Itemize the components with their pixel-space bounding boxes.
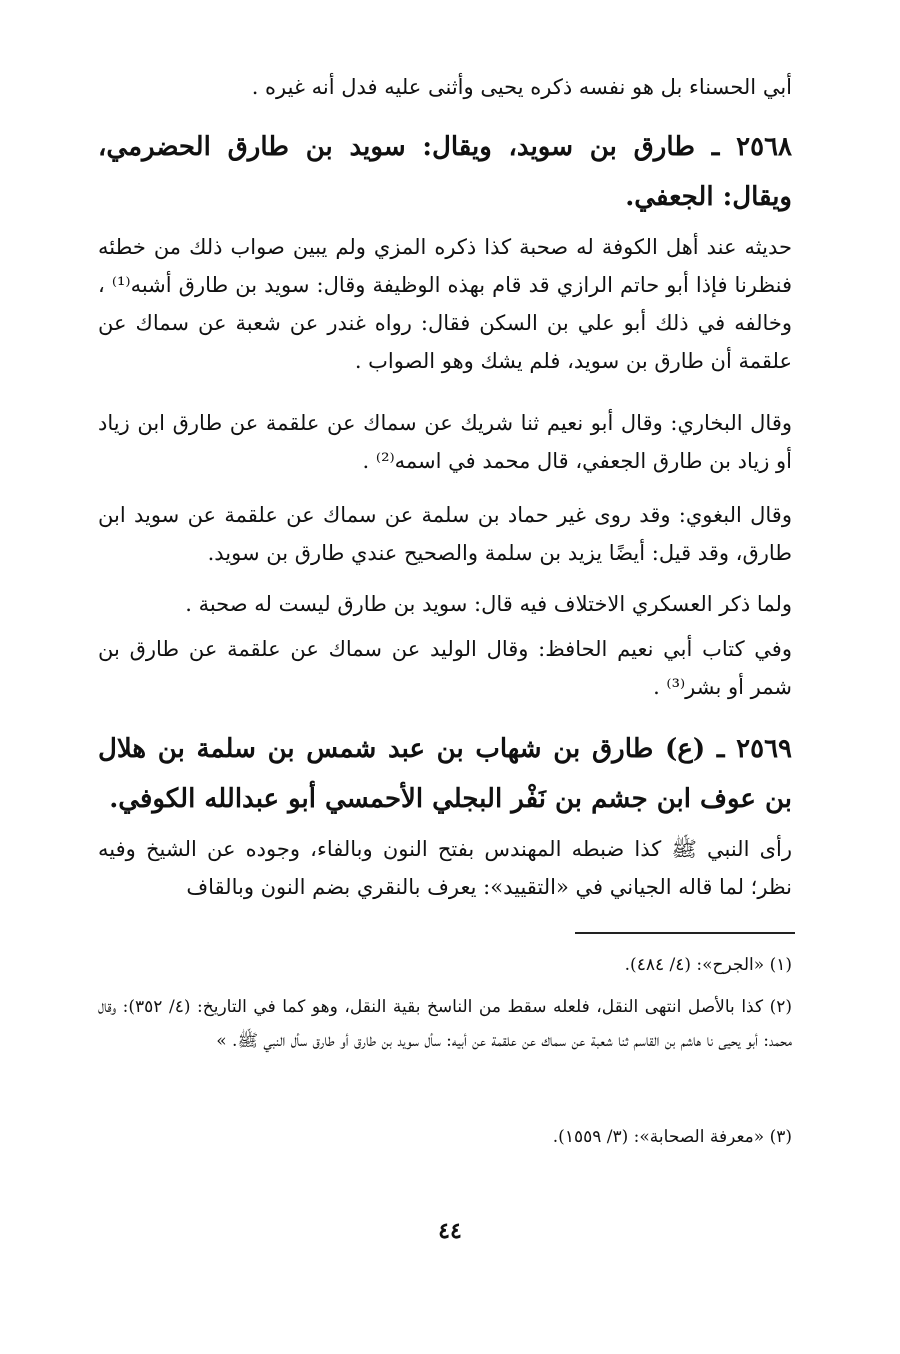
footnote-3: (٣) «معرفة الصحابة»: (٣/ ١٥٥٩). (552, 1127, 792, 1147)
entry-heading-2568: ٢٥٦٨ ـ طارق بن سويد، ويقال: سويد بن طارق الحضرمي، ويقال: الجعفي. (98, 132, 792, 212)
entry-heading-2569: ٢٥٦٩ ـ (ع) طارق بن شهاب بن عبد شمس بن سلمة بن هلال بن عوف ابن جشم بن نَفْر البجلي الأحمسي أبو عبدالله الكوفي. (98, 734, 792, 814)
page-number: ٤٤ (438, 1218, 462, 1244)
footnote-1: (١) «الجرح»: (٤/ ٤٨٤). (624, 955, 792, 975)
paragraph-bukhari: وقال البخاري: وقال أبو نعيم ثنا شريك عن سماك عن علقمة عن طارق ابن زياد أو زياد بن طارق الجعفي، قال محمد في اسمه⁽²⁾ . (98, 411, 792, 473)
paragraph-baghawi: وقال البغوي: وقد روى غير حماد بن سلمة عن سماك عن علقمة عن سويد ابن طارق، وقد قيل: أيضًا يزيد بن سلمة والصحيح عندي طارق بن سويد. (98, 503, 792, 565)
paragraph-askari: ولما ذكر العسكري الاختلاف فيه قال: سويد بن طارق ليست له صحبة . (185, 592, 792, 616)
paragraph-abu-nuaim: وفي كتاب أبي نعيم الحافظ: وقال الوليد عن سماك عن علقمة عن طارق بن شمر أو بشر⁽³⁾ . (98, 637, 792, 699)
paragraph-2568-body: حديثه عند أهل الكوفة له صحبة كذا ذكره المزي ولم يبين صواب ذلك من خطئه فنظرنا فإذا أبو حاتم الرازي قد قام بهذه الوظيفة وقال: سويد بن طارق أشبه⁽¹⁾ ، وخالفه في ذلك أبو علي بن السكن فقال: رواه غندر عن شعبة عن سماك عن علقمة أن طارق بن سويد، فلم يشك وهو الصواب . (98, 235, 792, 373)
footnote-2: (٢) كذا بالأصل انتهى النقل، فلعله سقط من الناسخ بقية النقل، وهو كما في التاريخ: (٤/ ٣٥٢): وقال محمد: أبو يحيى نا هاشم بن القاسم ثنا شعبة عن سماك عن علقمة عن أبيه: سأل سويد بن طارق أو طارق سأل النبي ﷺ. » (98, 997, 792, 1051)
paragraph-continuation: أبي الحسناء بل هو نفسه ذكره يحيى وأثنى عليه فدل أنه غيره . (251, 75, 792, 99)
footnote-separator (575, 932, 795, 934)
paragraph-2569-body: رأى النبي ﷺ كذا ضبطه المهندس بفتح النون وبالفاء، وجوده عن الشيخ وفيه نظر؛ لما قاله الجياني في «التقييد»: يعرف بالنقري بضم النون وبالقاف (98, 837, 792, 899)
